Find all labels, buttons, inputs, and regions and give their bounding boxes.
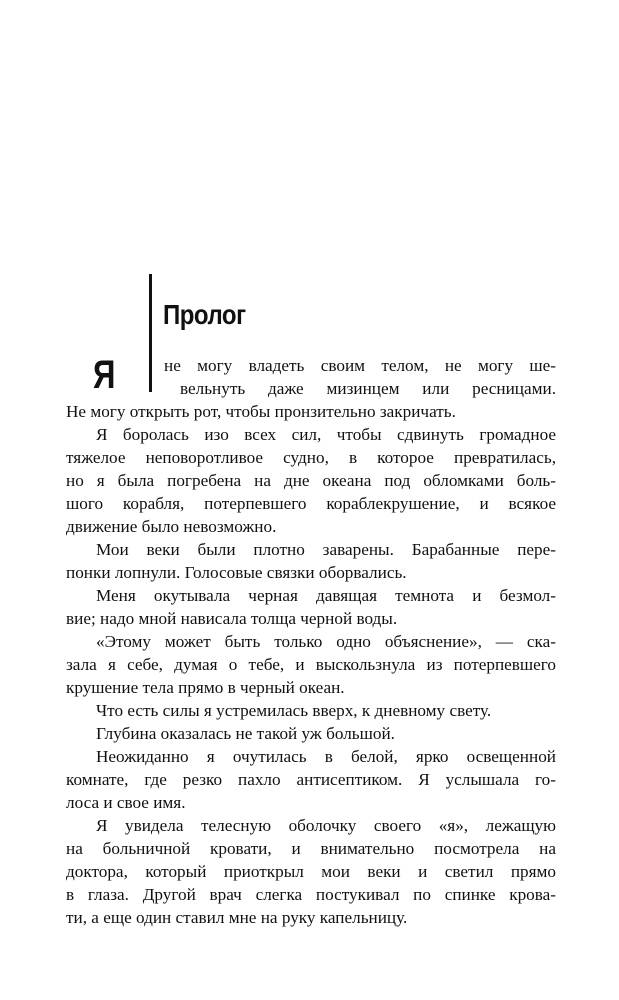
text-line: доктора, который приоткрыл мои веки и светил прямо: [66, 862, 556, 881]
text-line: в глаза. Другой врач слегка постукивал по спинке крова-: [66, 885, 556, 904]
text-line: Мои веки были плотно заварены. Барабанные пере-: [96, 540, 556, 559]
text-line: комнате, где резко пахло антисептиком. Я услышала го-: [66, 770, 556, 789]
text-line: вельнуть даже мизинцем или ресницами.: [180, 379, 556, 398]
text-line: Не могу открыть рот, чтобы пронзительно закричать.: [66, 402, 456, 421]
text-line: Что есть силы я устремилась вверх, к дневному свету.: [96, 701, 492, 720]
text-line: Меня окутывала черная давящая темнота и безмол-: [96, 586, 556, 605]
text-line: вие; надо мной нависала толща черной воды.: [66, 609, 398, 628]
text-line: ти, а еще один ставил мне на руку капельницу.: [66, 908, 408, 927]
text-line: понки лопнули. Голосовые связки оборвались.: [66, 563, 407, 582]
text-line: но я была погребена на дне океана под обломками боль-: [66, 471, 556, 490]
text-line: не могу владеть своим телом, не могу ше-: [164, 356, 556, 375]
text-line: тяжелое неповоротливое судно, в которое превратилась,: [66, 448, 556, 467]
text-line: шого корабля, потерпевшего кораблекрушение, и всякое: [66, 494, 556, 513]
text-line: движение было невозможно.: [66, 517, 277, 536]
text-line: зала я себе, думая о тебе, и выскользнула из потерпевшего: [66, 655, 556, 674]
chapter-title: Пролог: [163, 300, 246, 332]
body-text: [66, 354, 556, 929]
text-line: Неожиданно я очутилась в белой, ярко освещенной: [96, 747, 556, 766]
text-line: Я боролась изо всех сил, чтобы сдвинуть громадное: [96, 425, 556, 444]
text-line: Я увидела телесную оболочку своего «я», лежащую: [96, 816, 556, 835]
text-line: крушение тела прямо в черный океан.: [66, 678, 345, 697]
text-line: на больничной кровати, и внимательно посмотрела на: [66, 839, 556, 858]
text-line: лоса и свое имя.: [66, 793, 186, 812]
drop-cap: Я: [93, 353, 116, 397]
text-line: Глубина оказалась не такой уж большой.: [96, 724, 395, 743]
text-line: «Этому может быть только одно объяснение», — ска-: [96, 632, 556, 651]
